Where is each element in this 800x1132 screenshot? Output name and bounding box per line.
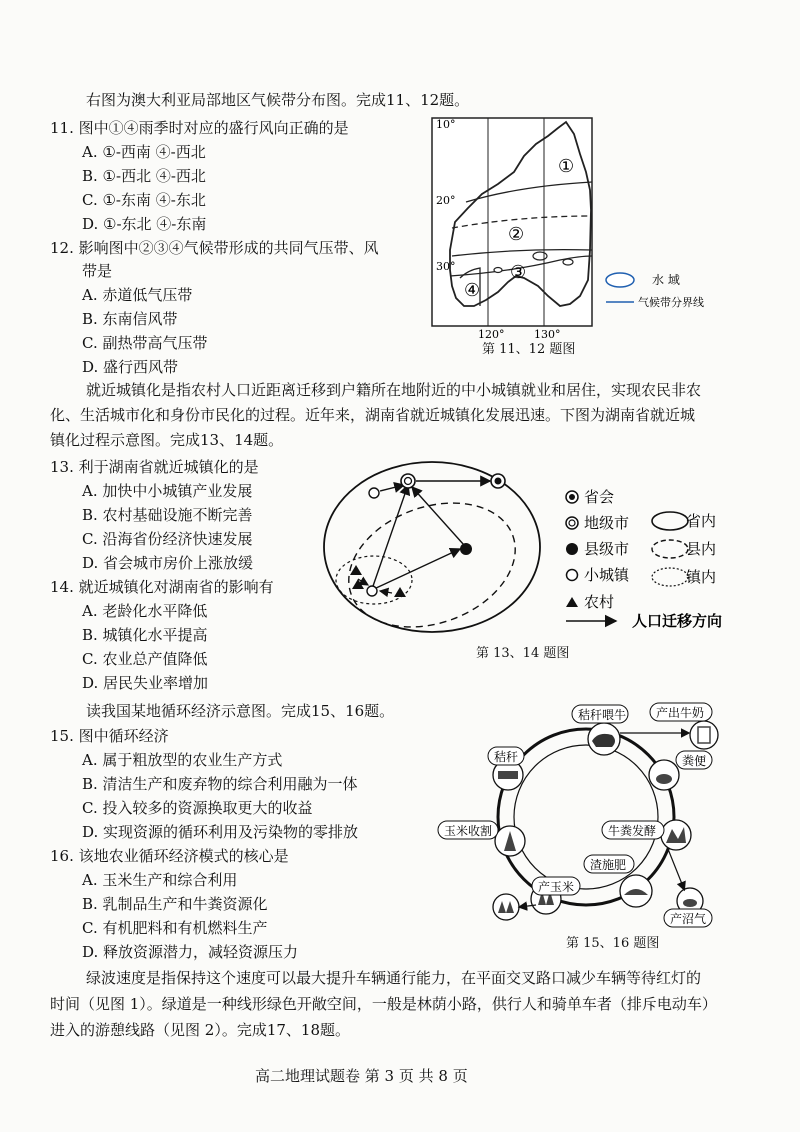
q13-option-a: A. 加快中小城镇产业发展 <box>82 482 253 500</box>
question-12-stem: 12. 影响图中②③④气候带形成的共同气压带、风 <box>50 239 379 257</box>
legend-town: 小城镇 <box>584 566 630 584</box>
intro2-line-3: 镇化过程示意图。完成13、14题。 <box>50 431 284 449</box>
intro-text: 右图为澳大利亚局部地区气候带分布图。完成11、12题。 <box>86 91 470 109</box>
q13-option-d: D. 省会城市房价上涨放缓 <box>82 554 254 572</box>
zone-4-label: ④ <box>464 280 481 301</box>
q11-option-b: B. ①-西北 ④-西北 <box>82 167 206 185</box>
intro4-line-2: 时间（见图 1）。绿道是一种线形绿色开敞空间，一般是林荫小路，供行人和骑单车者（排斥电动车） <box>50 995 717 1013</box>
town-legend-icon <box>567 570 578 581</box>
zone-2-label: ② <box>508 224 525 245</box>
question-13-stem: 13. 利于湖南省就近城镇化的是 <box>50 458 259 476</box>
intro2-line-2: 化、生活城市化和身份市民化的过程。近年来，湖南省就近城镇化发展迅速。下图为湖南省就近城 <box>50 406 696 424</box>
q16-option-b: B. 乳制品生产和牛粪资源化 <box>82 895 268 913</box>
water-legend-icon <box>606 273 634 287</box>
urban-caption: 第 13、14 题图 <box>476 646 570 661</box>
q13-option-c: C. 沿海省份经济快速发展 <box>82 530 253 548</box>
legend-capital: 省会 <box>584 488 615 506</box>
page-footer: 高二地理试题卷 第 3 页 共 8 页 <box>255 1067 468 1085</box>
lon-130-label: 130° <box>534 328 561 340</box>
label-milk-output: 产出牛奶 <box>656 706 705 720</box>
province-legend-icon <box>652 512 688 530</box>
label-manure: 粪便 <box>682 754 707 768</box>
town-area-legend-icon <box>652 568 688 586</box>
q15-option-a: A. 属于粗放型的农业生产方式 <box>82 751 283 769</box>
lat-10-label: 10° <box>436 118 456 131</box>
intro3-text: 读我国某地循环经济示意图。完成15、16题。 <box>86 702 395 720</box>
australia-climate-map <box>420 110 720 340</box>
zone-3-label: ③ <box>510 262 527 283</box>
q16-option-d: D. 释放资源潜力，减轻资源压力 <box>82 943 299 961</box>
lon-120-label: 120° <box>478 328 505 340</box>
lat-30-label: 30° <box>436 260 456 273</box>
legend-village: 农村 <box>584 593 615 611</box>
county-boundary <box>331 481 532 640</box>
legend-migration: 人口迁移方向 <box>632 612 723 630</box>
q12-option-a: A. 赤道低气压带 <box>82 286 193 304</box>
county-legend-icon <box>566 543 578 555</box>
small-town-node <box>367 586 377 596</box>
q15-option-c: C. 投入较多的资源换取更大的收益 <box>82 799 313 817</box>
q14-option-a: A. 老龄化水平降低 <box>82 602 208 620</box>
village-node <box>350 565 362 575</box>
q14-option-b: B. 城镇化水平提高 <box>82 626 208 644</box>
q11-option-d: D. ①-东北 ④-东南 <box>82 215 207 233</box>
village-node <box>352 579 364 589</box>
q12-option-c: C. 副热带高气压带 <box>82 334 208 352</box>
urbanization-diagram <box>320 455 740 640</box>
legend-province: 省内 <box>686 512 717 530</box>
q14-option-c: C. 农业总产值降低 <box>82 650 208 668</box>
q15-option-d: D. 实现资源的循环利用及污染物的零排放 <box>82 823 359 841</box>
fermentation-icon <box>661 820 691 850</box>
question-11-stem: 11. 图中①④雨季时对应的盛行风向正确的是 <box>50 119 349 137</box>
q11-option-c: C. ①-东南 ④-东北 <box>82 191 206 209</box>
q11-option-a: A. ①-西南 ④-西北 <box>82 143 206 161</box>
legend-county: 县级市 <box>584 540 630 558</box>
label-residue-fertilizer: 渣施肥 <box>590 858 627 872</box>
intro2-line-1: 就近城镇化是指农村人口近距离迁移到户籍所在地附近的中小城镇就业和居住，实现农民非农 <box>86 381 702 399</box>
corn-output-icon <box>493 894 519 920</box>
question-12-stem-cont: 带是 <box>82 262 113 280</box>
legend-county-area: 县内 <box>686 540 717 558</box>
label-straw-feed: 秸秆喂牛 <box>578 708 627 722</box>
map-caption: 第 11、12 题图 <box>482 342 576 357</box>
q16-option-c: C. 有机肥料和有机燃料生产 <box>82 919 268 937</box>
county-area-legend-icon <box>652 540 688 558</box>
legend-prefecture: 地级市 <box>584 514 630 532</box>
label-manure-fermentation: 牛粪发酵 <box>608 824 657 838</box>
q16-option-a: A. 玉米生产和综合利用 <box>82 871 238 889</box>
cycle-caption: 第 15、16 题图 <box>566 936 660 951</box>
province-boundary <box>324 462 540 632</box>
label-corn-harvest: 玉米收割 <box>444 824 493 838</box>
circular-economy-diagram <box>436 695 736 930</box>
village-legend-icon <box>566 597 578 607</box>
intro4-line-3: 进入的游憩线路（见图 2）。完成17、18题。 <box>50 1021 350 1039</box>
intro4-line-1: 绿波速度是指保持这个速度可以最大提升车辆通行能力，在平面交叉路口减少车辆等待红灯的 <box>86 969 702 987</box>
lat-20-label: 20° <box>436 194 456 207</box>
legend-town-area: 镇内 <box>686 568 717 586</box>
county-city-node <box>460 543 472 555</box>
question-15-stem: 15. 图中循环经济 <box>50 727 169 745</box>
q13-option-b: B. 农村基础设施不断完善 <box>82 506 253 524</box>
label-corn-output: 产玉米 <box>538 880 575 894</box>
legend-water-label: 水 域 <box>652 273 680 287</box>
q15-option-b: B. 清洁生产和废弃物的综合利用融为一体 <box>82 775 358 793</box>
q12-option-b: B. 东南信风带 <box>82 310 178 328</box>
zone-1-label: ① <box>558 156 575 177</box>
question-16-stem: 16. 该地农业循环经济模式的核心是 <box>50 847 289 865</box>
question-14-stem: 14. 就近城镇化对湖南省的影响有 <box>50 578 274 596</box>
q12-option-d: D. 盛行西风带 <box>82 358 179 376</box>
village-node <box>394 587 406 597</box>
q14-option-d: D. 居民失业率增加 <box>82 674 209 692</box>
label-biogas: 产沼气 <box>670 912 707 926</box>
label-straw: 秸秆 <box>494 750 519 764</box>
legend-boundary-label: 气候带分界线 <box>638 296 704 309</box>
small-town-node <box>369 488 379 498</box>
